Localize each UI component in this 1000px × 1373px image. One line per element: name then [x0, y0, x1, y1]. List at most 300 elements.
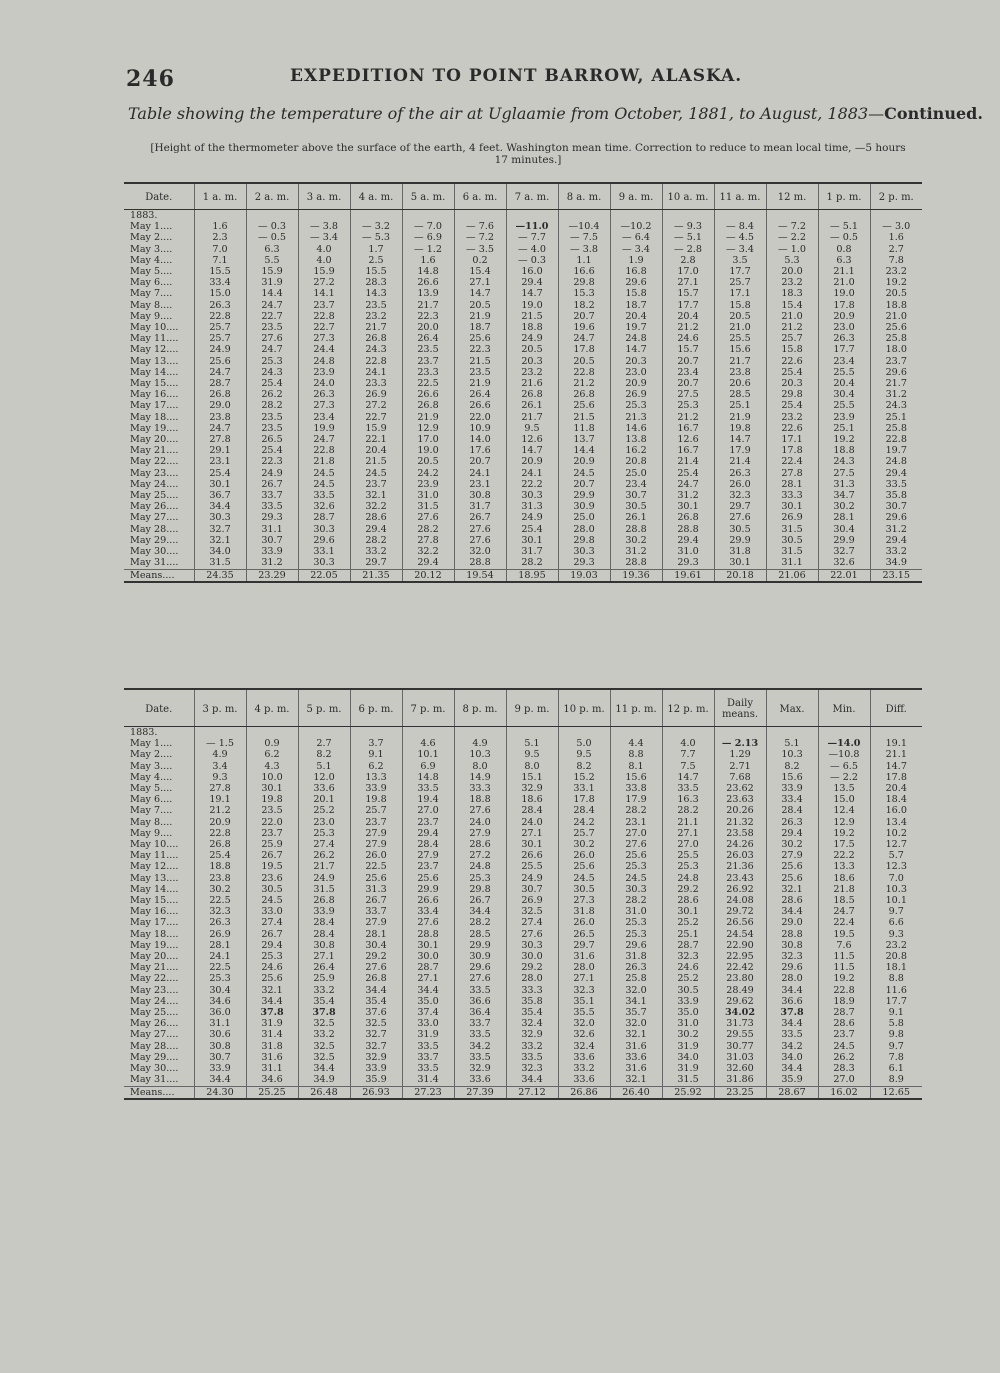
temperature-value: 23.0 — [625, 366, 647, 378]
temperature-value: 36.6 — [781, 995, 803, 1007]
temperature-value: — 0.3 — [518, 254, 546, 266]
date-cell — [124, 277, 194, 333]
value-cell — [558, 445, 610, 501]
temperature-value: 22.90 — [726, 939, 754, 951]
temperature-value: 10.9 — [469, 422, 491, 434]
temperature-value: 24.5 — [573, 467, 595, 479]
temperature-value: 32.1 — [625, 1029, 647, 1041]
temperature-value: 20.9 — [625, 378, 647, 390]
temperature-value: 25.5 — [833, 400, 855, 412]
temperature-value: 19.2 — [833, 434, 855, 446]
temperature-value: 20.0 — [781, 266, 803, 278]
temperature-value: 20.4 — [625, 310, 647, 322]
temperature-value: 30.4 — [209, 984, 231, 996]
running-head: EXPEDITION TO POINT BARROW, ALASKA. — [290, 66, 743, 86]
date-label: May 12.... — [130, 861, 179, 873]
temperature-value: 33.5 — [417, 1063, 439, 1075]
temperature-value: 27.3 — [313, 333, 335, 345]
temperature-value: 19.6 — [573, 322, 595, 334]
temperature-value: 21.7 — [313, 861, 335, 873]
empty-cell — [246, 210, 298, 222]
temperature-value: 23.0 — [833, 322, 855, 334]
temperature-value: 4.0 — [680, 738, 696, 750]
value-cell — [662, 557, 714, 569]
temperature-value: 26.7 — [365, 895, 387, 907]
temperature-value: 29.6 — [885, 366, 907, 378]
temperature-value: —10.8 — [828, 749, 860, 761]
temperature-value: 22.8 — [573, 366, 595, 378]
temperature-value: 28.1 — [781, 478, 803, 490]
temperature-value: 24.1 — [209, 951, 231, 963]
temperature-value: 23.2 — [781, 277, 803, 289]
temperature-value: 20.8 — [885, 951, 907, 963]
value-cell — [298, 221, 350, 277]
date-label: May 26.... — [130, 501, 179, 513]
temperature-value: 24.7 — [261, 344, 283, 356]
temperature-value: 24.9 — [521, 333, 543, 345]
value-cell — [402, 738, 454, 794]
empty-cell — [402, 727, 454, 739]
temperature-value: — 1.5 — [206, 738, 234, 750]
value-cell — [766, 738, 818, 794]
value-cell — [506, 1018, 558, 1074]
value-cell — [454, 445, 506, 501]
temperature-value: 31.6 — [625, 1063, 647, 1075]
temperature-value: 26.92 — [726, 883, 754, 895]
temperature-value: 17.1 — [729, 288, 751, 300]
temperature-value: 30.8 — [781, 939, 803, 951]
temperature-value: 13.9 — [417, 288, 439, 300]
temperature-value: 33.6 — [573, 1051, 595, 1063]
temperature-value: 33.9 — [313, 906, 335, 918]
empty-cell — [818, 210, 870, 222]
value-cell — [350, 221, 402, 277]
temperature-value: 29.3 — [677, 557, 699, 569]
temperature-value: 22.8 — [313, 445, 335, 457]
temperature-value: 32.3 — [209, 906, 231, 918]
temperature-value: 34.4 — [365, 984, 387, 996]
empty-cell — [870, 727, 922, 739]
table-row-group — [124, 333, 922, 389]
date-label: May 3.... — [130, 760, 173, 772]
temperature-value: 31.9 — [261, 277, 283, 289]
date-label: May 22.... — [130, 973, 179, 985]
temperature-value: 27.1 — [313, 951, 335, 963]
mean-value: 21.06 — [766, 569, 818, 582]
temperature-value: 32.0 — [469, 546, 491, 558]
temperature-value: — 3.8 — [310, 221, 338, 233]
temperature-value: 22.8 — [365, 355, 387, 367]
temperature-value: 12.6 — [677, 434, 699, 446]
temperature-value: 2.7 — [888, 243, 904, 255]
temperature-value: 23.62 — [726, 783, 754, 795]
value-cell — [350, 333, 402, 389]
temperature-value: 24.8 — [885, 456, 907, 468]
temperature-value: 19.2 — [833, 973, 855, 985]
date-label: May 23.... — [130, 467, 179, 479]
value-cell — [714, 277, 766, 333]
temperature-value: 13.4 — [885, 816, 907, 828]
value-cell — [558, 962, 610, 1018]
temperature-value: 25.1 — [833, 422, 855, 434]
temperature-value: 20.5 — [573, 355, 595, 367]
temperature-value: 26.6 — [469, 400, 491, 412]
temperature-value: 23.7 — [261, 827, 283, 839]
temperature-value: 0.8 — [836, 243, 852, 255]
column-header: 4 p. m. — [246, 689, 298, 727]
temperature-value: 37.8 — [312, 1007, 336, 1019]
temperature-value: 5.1 — [524, 738, 540, 750]
temperature-value: — 0.5 — [258, 232, 286, 244]
value-cell — [454, 333, 506, 389]
temperature-value: 32.3 — [521, 1063, 543, 1075]
temperature-value: 34.4 — [781, 984, 803, 996]
empty-cell — [610, 210, 662, 222]
temperature-value: 29.8 — [469, 883, 491, 895]
value-cell — [298, 445, 350, 501]
temperature-value: 33.3 — [469, 783, 491, 795]
temperature-value: 22.5 — [209, 895, 231, 907]
temperature-value: 21.32 — [726, 816, 754, 828]
temperature-value: 32.60 — [726, 1063, 754, 1075]
temperature-value: 26.7 — [469, 895, 491, 907]
temperature-value: 28.4 — [521, 805, 543, 817]
temperature-value: 26.8 — [417, 400, 439, 412]
temperature-value: 31.8 — [261, 1040, 283, 1052]
value-cell — [350, 962, 402, 1018]
caption-text: Table showing the temperature of the air at Uglaamie from October, 1881, to August, 1883— — [128, 104, 885, 123]
temperature-value: 25.6 — [469, 333, 491, 345]
value-cell — [610, 850, 662, 906]
empty-cell — [454, 727, 506, 739]
value-cell — [506, 389, 558, 445]
temperature-value: 21.0 — [729, 322, 751, 334]
temperature-value: 35.8 — [885, 490, 907, 502]
column-header: 12 p. m. — [662, 689, 714, 727]
temperature-value: 16.6 — [573, 266, 595, 278]
temperature-value: 30.1 — [209, 478, 231, 490]
temperature-value: 20.26 — [726, 805, 754, 817]
value-cell — [298, 738, 350, 794]
temperature-value: 23.43 — [726, 872, 754, 884]
temperature-value: 29.9 — [573, 490, 595, 502]
temperature-value: — 4.0 — [518, 243, 546, 255]
column-header: 8 a. m. — [558, 183, 610, 210]
temperature-value: 23.7 — [417, 816, 439, 828]
temperature-value: 35.4 — [365, 995, 387, 1007]
value-cell — [818, 906, 870, 962]
column-header: 2 a. m. — [246, 183, 298, 210]
temperature-value: 30.1 — [261, 783, 283, 795]
temperature-value: 19.7 — [885, 445, 907, 457]
temperature-value: 26.3 — [781, 816, 803, 828]
value-cell — [558, 850, 610, 906]
temperature-value: 29.9 — [833, 534, 855, 546]
temperature-value: 30.8 — [209, 1040, 231, 1052]
column-header: Max. — [766, 689, 818, 727]
temperature-value: 33.6 — [469, 1074, 491, 1086]
value-cell — [662, 738, 714, 794]
temperature-value: 25.3 — [625, 400, 647, 412]
year-row — [124, 727, 922, 739]
temperature-value: 8.0 — [472, 760, 488, 772]
temperature-value: 23.9 — [417, 478, 439, 490]
temperature-value: 34.6 — [209, 995, 231, 1007]
temperature-value: 28.4 — [781, 805, 803, 817]
temperature-value: 33.2 — [313, 1029, 335, 1041]
temperature-value: 32.4 — [521, 1018, 543, 1030]
temperature-value: 7.7 — [680, 749, 696, 761]
means-row — [124, 1086, 922, 1099]
temperature-value: 22.4 — [833, 917, 855, 929]
value-cell — [194, 277, 246, 333]
temperature-value: 28.7 — [833, 1007, 855, 1019]
temperature-value: 22.95 — [726, 951, 754, 963]
temperature-value: 33.5 — [417, 783, 439, 795]
temperature-value: 36.6 — [469, 995, 491, 1007]
temperature-value: 30.2 — [573, 839, 595, 851]
temperature-value: 32.7 — [365, 1029, 387, 1041]
value-cell — [298, 906, 350, 962]
temperature-value: 30.2 — [833, 501, 855, 513]
temperature-value: 30.3 — [573, 546, 595, 558]
temperature-value: 18.1 — [885, 962, 907, 974]
value-cell — [506, 906, 558, 962]
temperature-value: 25.3 — [313, 827, 335, 839]
temperature-value: 28.6 — [365, 512, 387, 524]
temperature-value: 23.7 — [833, 1029, 855, 1041]
temperature-value: 3.5 — [732, 254, 748, 266]
temperature-value: 23.4 — [833, 355, 855, 367]
mean-value: 23.25 — [714, 1086, 766, 1099]
temperature-value: 28.4 — [313, 917, 335, 929]
temperature-value: 30.2 — [781, 839, 803, 851]
temperature-value: 3.7 — [368, 738, 384, 750]
temperature-value: 20.4 — [885, 783, 907, 795]
temperature-value: 23.9 — [833, 411, 855, 423]
temperature-value: 17.9 — [625, 794, 647, 806]
temperature-value: 20.4 — [365, 445, 387, 457]
temperature-value: 25.5 — [677, 850, 699, 862]
temperature-value: 20.3 — [781, 378, 803, 390]
value-cell — [402, 221, 454, 277]
temperature-value: 31.8 — [625, 951, 647, 963]
temperature-value: 1.9 — [628, 254, 644, 266]
value-cell — [714, 738, 766, 794]
temperature-value: 19.5 — [833, 928, 855, 940]
temperature-value: 27.9 — [365, 839, 387, 851]
temperature-value: 26.9 — [781, 512, 803, 524]
temperature-value: 32.3 — [677, 951, 699, 963]
temperature-value: 9.5 — [524, 749, 540, 761]
value-cell — [558, 277, 610, 333]
temperature-value: 10.0 — [261, 771, 283, 783]
date-label: May 18.... — [130, 411, 179, 423]
temperature-value: 20.7 — [469, 456, 491, 468]
temperature-value: 14.7 — [521, 288, 543, 300]
value-cell — [818, 445, 870, 501]
temperature-value: 28.5 — [469, 928, 491, 940]
temperature-value: 23.7 — [417, 355, 439, 367]
temperature-value: —11.0 — [515, 221, 549, 233]
temperature-value: 24.9 — [261, 467, 283, 479]
temperature-value: 24.3 — [833, 456, 855, 468]
value-cell — [610, 794, 662, 850]
date-label: May 2.... — [130, 232, 173, 244]
mean-value: 27.23 — [402, 1086, 454, 1099]
temperature-value: 7.0 — [212, 243, 228, 255]
temperature-value: 32.5 — [313, 1018, 335, 1030]
column-header: Date. — [124, 689, 194, 727]
temperature-value: — 3.2 — [362, 221, 390, 233]
value-cell — [558, 389, 610, 445]
temperature-value: 32.6 — [313, 501, 335, 513]
table-row-group — [124, 277, 922, 333]
temperature-value: 27.0 — [417, 805, 439, 817]
temperature-value: 32.1 — [209, 534, 231, 546]
temperature-value: 26.7 — [261, 928, 283, 940]
date-label: May 17.... — [130, 917, 179, 929]
temperature-value: 5.1 — [784, 738, 800, 750]
temperature-value: 13.3 — [833, 861, 855, 873]
value-cell — [558, 1074, 610, 1086]
mean-value: 20.12 — [402, 569, 454, 582]
date-label: May 2.... — [130, 749, 173, 761]
temperature-value: 31.5 — [677, 1074, 699, 1086]
temperature-value: 27.0 — [625, 827, 647, 839]
value-cell — [870, 501, 922, 557]
temperature-value: 29.6 — [469, 962, 491, 974]
date-cell — [124, 333, 194, 389]
temperature-value: 35.1 — [573, 995, 595, 1007]
temperature-value: 23.9 — [313, 366, 335, 378]
column-header: 4 a. m. — [350, 183, 402, 210]
temperature-value: 30.4 — [833, 389, 855, 401]
value-cell — [818, 389, 870, 445]
value-cell — [818, 962, 870, 1018]
value-cell — [506, 557, 558, 569]
temperature-value: 25.4 — [521, 523, 543, 535]
temperature-value: 17.0 — [677, 266, 699, 278]
temperature-value: 25.6 — [417, 872, 439, 884]
temperature-value: 36.4 — [469, 1007, 491, 1019]
table-row-group — [124, 906, 922, 962]
temperature-value: 17.8 — [573, 794, 595, 806]
temperature-value: — 7.6 — [466, 221, 494, 233]
temperature-value: — 4.5 — [726, 232, 754, 244]
temperature-value: 15.6 — [781, 771, 803, 783]
value-cell — [870, 221, 922, 277]
temperature-value: 33.0 — [261, 906, 283, 918]
value-cell — [714, 794, 766, 850]
column-header: 5 p. m. — [298, 689, 350, 727]
temperature-value: 34.9 — [313, 1074, 335, 1086]
temperature-value: — 1.0 — [778, 243, 806, 255]
temperature-value: 12.0 — [313, 771, 335, 783]
temperature-value: 29.4 — [417, 557, 439, 569]
temperature-value: 26.7 — [261, 478, 283, 490]
temperature-value: 32.9 — [521, 783, 543, 795]
table-row-group — [124, 389, 922, 445]
temperature-value: 27.5 — [833, 467, 855, 479]
temperature-value: 29.3 — [573, 557, 595, 569]
temperature-value: 28.3 — [833, 1063, 855, 1075]
temperature-value: 27.9 — [781, 850, 803, 862]
temperature-value: 24.1 — [521, 467, 543, 479]
value-cell — [766, 906, 818, 962]
temperature-value: 29.1 — [209, 445, 231, 457]
temperature-value: 31.7 — [521, 546, 543, 558]
temperature-value: 30.1 — [521, 839, 543, 851]
mean-value: 25.25 — [246, 1086, 298, 1099]
value-cell — [610, 1074, 662, 1086]
temperature-table-evening — [124, 688, 922, 1100]
temperature-value: 20.3 — [625, 355, 647, 367]
temperature-value: 26.4 — [469, 389, 491, 401]
temperature-value: 23.80 — [726, 973, 754, 985]
temperature-value: 31.4 — [261, 1029, 283, 1041]
temperature-value: 19.9 — [313, 422, 335, 434]
temperature-value: 20.9 — [209, 816, 231, 828]
temperature-value: 24.7 — [573, 333, 595, 345]
temperature-value: 27.6 — [625, 839, 647, 851]
temperature-value: 8.2 — [576, 760, 592, 772]
value-cell — [350, 906, 402, 962]
temperature-value: — 3.0 — [882, 221, 911, 233]
temperature-value: 25.3 — [677, 861, 699, 873]
temperature-value: 26.0 — [365, 850, 387, 862]
temperature-value: 23.5 — [261, 805, 283, 817]
temperature-value: 22.7 — [365, 411, 387, 423]
temperature-value: 33.8 — [625, 783, 647, 795]
temperature-value: 35.4 — [313, 995, 335, 1007]
temperature-value: 15.8 — [625, 288, 647, 300]
temperature-value: 33.5 — [417, 1040, 439, 1052]
temperature-value: 33.9 — [781, 783, 803, 795]
value-cell — [870, 333, 922, 389]
temperature-value: 31.8 — [573, 906, 595, 918]
empty-cell — [558, 727, 610, 739]
temperature-value: 21.4 — [677, 456, 699, 468]
temperature-value: 24.1 — [469, 467, 491, 479]
temperature-value: 23.3 — [417, 366, 439, 378]
temperature-value: 34.6 — [261, 1074, 283, 1086]
temperature-value: 18.4 — [885, 794, 907, 806]
temperature-value: 27.1 — [573, 973, 595, 985]
value-cell — [714, 389, 766, 445]
temperature-value: 26.9 — [209, 928, 231, 940]
empty-cell — [350, 727, 402, 739]
temperature-value: 4.9 — [472, 738, 488, 750]
temperature-value: 9.1 — [368, 749, 384, 761]
temperature-value: 22.8 — [209, 827, 231, 839]
value-cell — [610, 389, 662, 445]
temperature-value: 33.9 — [365, 783, 387, 795]
value-cell — [870, 557, 922, 569]
temperature-value: 29.6 — [625, 277, 647, 289]
value-cell — [246, 501, 298, 557]
value-cell — [246, 445, 298, 501]
value-cell — [662, 1074, 714, 1086]
temperature-value: 28.8 — [417, 928, 439, 940]
temperature-value: — 0.5 — [830, 232, 858, 244]
table-row-group — [124, 1018, 922, 1074]
temperature-value: 15.9 — [365, 422, 387, 434]
temperature-value: 22.0 — [469, 411, 491, 423]
value-cell — [246, 850, 298, 906]
temperature-value: 9.1 — [888, 1007, 904, 1019]
value-cell — [766, 221, 818, 277]
